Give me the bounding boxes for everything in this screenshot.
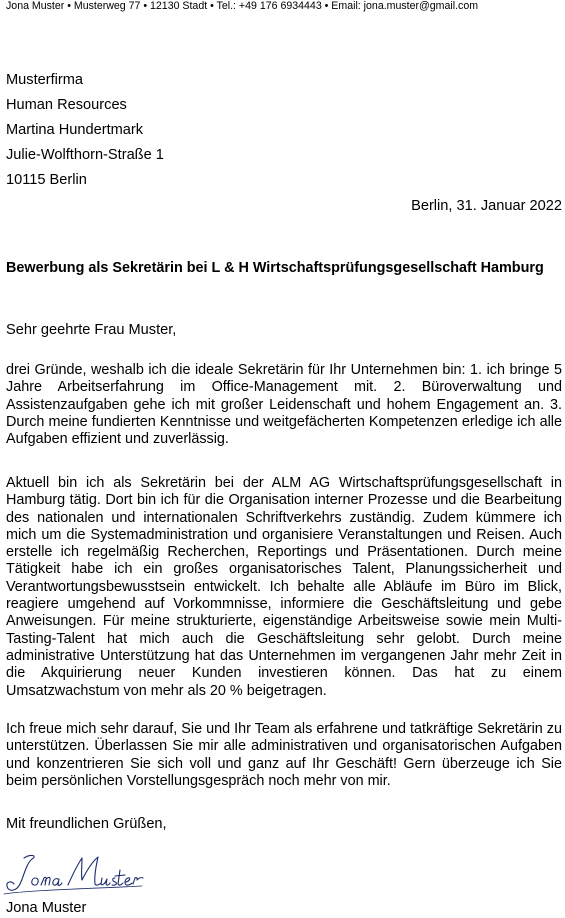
- body-paragraph-1: drei Gründe, weshalb ich die ideale Sekretärin für Ihr Unternehmen bin: 1. ich bringe 5 Jahre Arbeitserfahrung im Office-Management mit. 2. Büroverwaltung und Assistenzaufgaben gehe ich mit großer Leidenschaft und hohem Engagement an. 3. Durch meine fundierten Kenntnisse und weitgefächerten Kompetenzen erledige ich alle Aufgaben effizient und zuverlässig.: [6, 362, 562, 448]
- signer-name: Jona Muster: [6, 900, 87, 916]
- letter-date: Berlin, 31. Januar 2022: [411, 198, 562, 214]
- handwritten-signature: [2, 850, 152, 898]
- recipient-address: [6, 68, 164, 193]
- recipient-contact: Martina Hundertmark: [6, 122, 144, 138]
- recipient-street: Julie-Wolfthorn-Straße 1: [6, 147, 164, 163]
- recipient-city: 10115 Berlin: [6, 172, 87, 188]
- recipient-company: Musterfirma: [6, 72, 84, 88]
- sender-address-line: Jona Muster • Musterweg 77 • 12130 Stadt • Tel.: +49 176 6934443 • Email: jona.muster@gmail.com: [6, 0, 479, 12]
- recipient-department: Human Resources: [6, 97, 127, 113]
- letter-closing: Mit freundlichen Grüßen,: [6, 816, 167, 832]
- letter-salutation: Sehr geehrte Frau Muster,: [6, 322, 177, 338]
- body-paragraph-2: Aktuell bin ich als Sekretärin bei der ALM AG Wirtschaftsprüfungsgesellschaft in Hamburg tätig. Dort bin ich für die Organisation interner Prozesse und die Bearbeitung des nationalen und internationalen Schriftverkehrs zuständig. Zudem kümmere ich mich um die Systemadministration und organisiere Veranstaltungen und Reisen. Auch erstelle ich regelmäßig Recherchen, Reportings und Präsentationen. Durch meine Tätigkeit habe ich ein großes organisatorisches Talent, Planungssicherheit und Verantwortungsbewusstsein entwickelt. Ich behalte alle Abläufe im Büro im Blick, reagiere umgehend auf Vorkommnisse, informiere die Geschäftsleitung und gebe Anweisungen. Für meine strukturierte, eigenständige Arbeitsweise sowie mein Multi-Tasting-Talent hat mich auch die Geschäftsleitung sehr gelobt. Durch meine administrative Unterstützung hat das Unternehmen im vergangenen Jahr mehr Zeit in die Akquirierung neuer Kunden investieren können. Das hat zu einem Umsatzwachstum von mehr als 20 % beigetragen.: [6, 475, 562, 699]
- body-paragraph-3: Ich freue mich sehr darauf, Sie und Ihr Team als erfahrene und tatkräftige Sekretärin zu unterstützen. Überlassen Sie mir alle administrativen und organisatorischen Aufgaben und konzentrieren Sie sich voll und ganz auf Ihr Geschäft! Gern überzeuge ich Sie beim persönlichen Vorstellungsgespräch noch mehr von mir.: [6, 721, 562, 789]
- letter-subject: Bewerbung als Sekretärin bei L & H Wirtschaftsprüfungsgesellschaft Hamburg: [6, 260, 544, 276]
